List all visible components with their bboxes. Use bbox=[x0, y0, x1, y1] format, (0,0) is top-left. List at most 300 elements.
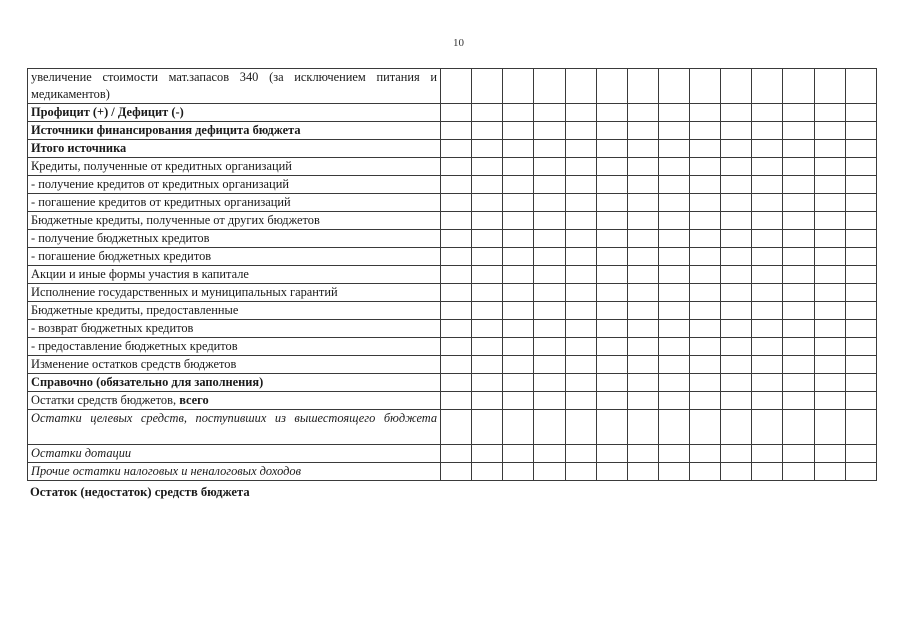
value-cell[interactable] bbox=[503, 463, 534, 481]
value-cell[interactable] bbox=[783, 212, 814, 230]
value-cell[interactable] bbox=[472, 463, 503, 481]
value-cell[interactable] bbox=[441, 392, 472, 410]
value-cell[interactable] bbox=[503, 320, 534, 338]
value-cell[interactable] bbox=[565, 69, 596, 104]
value-cell[interactable] bbox=[721, 284, 752, 302]
value-cell[interactable] bbox=[472, 248, 503, 266]
value-cell[interactable] bbox=[534, 302, 565, 320]
value-cell[interactable] bbox=[814, 266, 845, 284]
value-cell[interactable] bbox=[814, 445, 845, 463]
value-cell[interactable] bbox=[783, 158, 814, 176]
value-cell[interactable] bbox=[752, 392, 783, 410]
value-cell[interactable] bbox=[565, 463, 596, 481]
value-cell[interactable] bbox=[845, 248, 876, 266]
value-cell[interactable] bbox=[721, 122, 752, 140]
value-cell[interactable] bbox=[845, 140, 876, 158]
value-cell[interactable] bbox=[503, 302, 534, 320]
value-cell[interactable] bbox=[658, 140, 689, 158]
value-cell[interactable] bbox=[534, 212, 565, 230]
value-cell[interactable] bbox=[441, 194, 472, 212]
value-cell[interactable] bbox=[721, 392, 752, 410]
value-cell[interactable] bbox=[690, 374, 721, 392]
value-cell[interactable] bbox=[752, 338, 783, 356]
value-cell[interactable] bbox=[845, 338, 876, 356]
value-cell[interactable] bbox=[690, 284, 721, 302]
value-cell[interactable] bbox=[472, 104, 503, 122]
value-cell[interactable] bbox=[627, 356, 658, 374]
value-cell[interactable] bbox=[721, 266, 752, 284]
value-cell[interactable] bbox=[503, 104, 534, 122]
value-cell[interactable] bbox=[721, 320, 752, 338]
value-cell[interactable] bbox=[658, 392, 689, 410]
value-cell[interactable] bbox=[534, 374, 565, 392]
value-cell[interactable] bbox=[472, 266, 503, 284]
value-cell[interactable] bbox=[752, 104, 783, 122]
value-cell[interactable] bbox=[534, 104, 565, 122]
value-cell[interactable] bbox=[472, 392, 503, 410]
value-cell[interactable] bbox=[627, 176, 658, 194]
value-cell[interactable] bbox=[658, 158, 689, 176]
value-cell[interactable] bbox=[565, 122, 596, 140]
value-cell[interactable] bbox=[690, 302, 721, 320]
value-cell[interactable] bbox=[627, 140, 658, 158]
value-cell[interactable] bbox=[503, 230, 534, 248]
value-cell[interactable] bbox=[690, 176, 721, 194]
value-cell[interactable] bbox=[596, 158, 627, 176]
value-cell[interactable] bbox=[503, 248, 534, 266]
value-cell[interactable] bbox=[596, 122, 627, 140]
value-cell[interactable] bbox=[565, 374, 596, 392]
value-cell[interactable] bbox=[503, 194, 534, 212]
value-cell[interactable] bbox=[658, 302, 689, 320]
value-cell[interactable] bbox=[814, 194, 845, 212]
value-cell[interactable] bbox=[441, 212, 472, 230]
value-cell[interactable] bbox=[752, 248, 783, 266]
value-cell[interactable] bbox=[814, 104, 845, 122]
value-cell[interactable] bbox=[752, 194, 783, 212]
value-cell[interactable] bbox=[627, 320, 658, 338]
value-cell[interactable] bbox=[503, 392, 534, 410]
value-cell[interactable] bbox=[783, 104, 814, 122]
value-cell[interactable] bbox=[472, 320, 503, 338]
value-cell[interactable] bbox=[690, 266, 721, 284]
value-cell[interactable] bbox=[814, 248, 845, 266]
value-cell[interactable] bbox=[441, 356, 472, 374]
value-cell[interactable] bbox=[783, 320, 814, 338]
value-cell[interactable] bbox=[627, 302, 658, 320]
value-cell[interactable] bbox=[441, 122, 472, 140]
value-cell[interactable] bbox=[752, 445, 783, 463]
value-cell[interactable] bbox=[783, 338, 814, 356]
value-cell[interactable] bbox=[752, 176, 783, 194]
value-cell[interactable] bbox=[690, 410, 721, 445]
value-cell[interactable] bbox=[814, 320, 845, 338]
value-cell[interactable] bbox=[752, 158, 783, 176]
value-cell[interactable] bbox=[503, 284, 534, 302]
value-cell[interactable] bbox=[596, 374, 627, 392]
value-cell[interactable] bbox=[845, 104, 876, 122]
value-cell[interactable] bbox=[534, 69, 565, 104]
value-cell[interactable] bbox=[845, 410, 876, 445]
value-cell[interactable] bbox=[783, 140, 814, 158]
value-cell[interactable] bbox=[472, 69, 503, 104]
value-cell[interactable] bbox=[783, 122, 814, 140]
value-cell[interactable] bbox=[752, 284, 783, 302]
value-cell[interactable] bbox=[596, 445, 627, 463]
value-cell[interactable] bbox=[690, 248, 721, 266]
value-cell[interactable] bbox=[658, 212, 689, 230]
value-cell[interactable] bbox=[783, 266, 814, 284]
row-label: Справочно (обязательно для заполнения) bbox=[28, 374, 441, 392]
value-cell[interactable] bbox=[441, 230, 472, 248]
value-cell[interactable] bbox=[627, 338, 658, 356]
value-cell[interactable] bbox=[627, 284, 658, 302]
value-cell[interactable] bbox=[565, 410, 596, 445]
value-cell[interactable] bbox=[441, 176, 472, 194]
value-cell[interactable] bbox=[472, 122, 503, 140]
value-cell[interactable] bbox=[752, 212, 783, 230]
value-cell[interactable] bbox=[503, 212, 534, 230]
value-cell[interactable] bbox=[783, 410, 814, 445]
value-cell[interactable] bbox=[596, 69, 627, 104]
value-cell[interactable] bbox=[658, 374, 689, 392]
value-cell[interactable] bbox=[441, 69, 472, 104]
value-cell[interactable] bbox=[627, 69, 658, 104]
value-cell[interactable] bbox=[845, 284, 876, 302]
value-cell[interactable] bbox=[783, 463, 814, 481]
value-cell[interactable] bbox=[814, 374, 845, 392]
value-cell[interactable] bbox=[752, 463, 783, 481]
value-cell[interactable] bbox=[690, 356, 721, 374]
value-cell[interactable] bbox=[627, 194, 658, 212]
value-cell[interactable] bbox=[441, 463, 472, 481]
value-cell[interactable] bbox=[690, 104, 721, 122]
value-cell[interactable] bbox=[690, 463, 721, 481]
value-cell[interactable] bbox=[658, 445, 689, 463]
row-label: - получение бюджетных кредитов bbox=[28, 230, 441, 248]
value-cell[interactable] bbox=[627, 392, 658, 410]
value-cell[interactable] bbox=[814, 392, 845, 410]
value-cell[interactable] bbox=[658, 122, 689, 140]
value-cell[interactable] bbox=[690, 212, 721, 230]
value-cell[interactable] bbox=[441, 284, 472, 302]
value-cell[interactable] bbox=[690, 140, 721, 158]
value-cell[interactable] bbox=[596, 104, 627, 122]
value-cell[interactable] bbox=[721, 69, 752, 104]
value-cell[interactable] bbox=[472, 338, 503, 356]
value-cell[interactable] bbox=[596, 410, 627, 445]
value-cell[interactable] bbox=[783, 248, 814, 266]
value-cell[interactable] bbox=[721, 140, 752, 158]
value-cell[interactable] bbox=[596, 302, 627, 320]
value-cell[interactable] bbox=[721, 445, 752, 463]
value-cell[interactable] bbox=[596, 284, 627, 302]
value-cell[interactable] bbox=[845, 463, 876, 481]
value-cell[interactable] bbox=[845, 392, 876, 410]
value-cell[interactable] bbox=[845, 445, 876, 463]
value-cell[interactable] bbox=[721, 230, 752, 248]
value-cell[interactable] bbox=[814, 158, 845, 176]
value-cell[interactable] bbox=[503, 140, 534, 158]
value-cell[interactable] bbox=[441, 445, 472, 463]
value-cell[interactable] bbox=[596, 230, 627, 248]
value-cell[interactable] bbox=[565, 392, 596, 410]
value-cell[interactable] bbox=[503, 445, 534, 463]
table-row bbox=[28, 445, 877, 463]
value-cell[interactable] bbox=[534, 284, 565, 302]
value-cell[interactable] bbox=[627, 158, 658, 176]
value-cell[interactable] bbox=[690, 69, 721, 104]
value-cell[interactable] bbox=[783, 284, 814, 302]
value-cell[interactable] bbox=[472, 284, 503, 302]
value-cell[interactable] bbox=[565, 194, 596, 212]
value-cell[interactable] bbox=[690, 158, 721, 176]
value-cell[interactable] bbox=[658, 104, 689, 122]
value-cell[interactable] bbox=[565, 104, 596, 122]
value-cell[interactable] bbox=[814, 338, 845, 356]
value-cell[interactable] bbox=[814, 140, 845, 158]
value-cell[interactable] bbox=[721, 374, 752, 392]
value-cell[interactable] bbox=[721, 104, 752, 122]
value-cell[interactable] bbox=[690, 122, 721, 140]
table-row bbox=[28, 284, 877, 302]
value-cell[interactable] bbox=[690, 320, 721, 338]
value-cell[interactable] bbox=[534, 140, 565, 158]
value-cell[interactable] bbox=[534, 445, 565, 463]
value-cell[interactable] bbox=[596, 338, 627, 356]
value-cell[interactable] bbox=[783, 302, 814, 320]
value-cell[interactable] bbox=[721, 176, 752, 194]
value-cell[interactable] bbox=[534, 248, 565, 266]
value-cell[interactable] bbox=[503, 410, 534, 445]
value-cell[interactable] bbox=[441, 140, 472, 158]
value-cell[interactable] bbox=[534, 230, 565, 248]
value-cell[interactable] bbox=[596, 212, 627, 230]
value-cell[interactable] bbox=[814, 463, 845, 481]
value-cell[interactable] bbox=[472, 445, 503, 463]
value-cell[interactable] bbox=[658, 338, 689, 356]
value-cell[interactable] bbox=[596, 320, 627, 338]
value-cell[interactable] bbox=[627, 248, 658, 266]
value-cell[interactable] bbox=[845, 194, 876, 212]
value-cell[interactable] bbox=[503, 374, 534, 392]
value-cell[interactable] bbox=[441, 410, 472, 445]
value-cell[interactable] bbox=[534, 356, 565, 374]
value-cell[interactable] bbox=[845, 230, 876, 248]
value-cell[interactable] bbox=[596, 463, 627, 481]
value-cell[interactable] bbox=[752, 302, 783, 320]
value-cell[interactable] bbox=[783, 194, 814, 212]
value-cell[interactable] bbox=[472, 374, 503, 392]
value-cell[interactable] bbox=[721, 194, 752, 212]
value-cell[interactable] bbox=[596, 194, 627, 212]
value-cell[interactable] bbox=[534, 338, 565, 356]
value-cell[interactable] bbox=[627, 122, 658, 140]
value-cell[interactable] bbox=[503, 158, 534, 176]
value-cell[interactable] bbox=[845, 320, 876, 338]
value-cell[interactable] bbox=[565, 356, 596, 374]
value-cell[interactable] bbox=[658, 320, 689, 338]
value-cell[interactable] bbox=[472, 176, 503, 194]
value-cell[interactable] bbox=[441, 320, 472, 338]
value-cell[interactable] bbox=[690, 194, 721, 212]
value-cell[interactable] bbox=[845, 176, 876, 194]
value-cell[interactable] bbox=[565, 158, 596, 176]
value-cell[interactable] bbox=[752, 356, 783, 374]
value-cell[interactable] bbox=[658, 176, 689, 194]
value-cell[interactable] bbox=[783, 445, 814, 463]
value-cell[interactable] bbox=[752, 140, 783, 158]
value-cell[interactable] bbox=[752, 410, 783, 445]
value-cell[interactable] bbox=[472, 356, 503, 374]
value-cell[interactable] bbox=[845, 158, 876, 176]
value-cell[interactable] bbox=[845, 302, 876, 320]
value-cell[interactable] bbox=[596, 392, 627, 410]
value-cell[interactable] bbox=[441, 104, 472, 122]
value-cell[interactable] bbox=[596, 266, 627, 284]
value-cell[interactable] bbox=[441, 248, 472, 266]
value-cell[interactable] bbox=[627, 104, 658, 122]
value-cell[interactable] bbox=[565, 266, 596, 284]
value-cell[interactable] bbox=[627, 374, 658, 392]
value-cell[interactable] bbox=[534, 392, 565, 410]
value-cell[interactable] bbox=[472, 410, 503, 445]
value-cell[interactable] bbox=[472, 302, 503, 320]
value-cell[interactable] bbox=[814, 212, 845, 230]
value-cell[interactable] bbox=[845, 356, 876, 374]
value-cell[interactable] bbox=[783, 392, 814, 410]
value-cell[interactable] bbox=[627, 445, 658, 463]
value-cell[interactable] bbox=[565, 248, 596, 266]
value-cell[interactable] bbox=[534, 158, 565, 176]
value-cell[interactable] bbox=[534, 410, 565, 445]
value-cell[interactable] bbox=[441, 158, 472, 176]
value-cell[interactable] bbox=[845, 266, 876, 284]
value-cell[interactable] bbox=[658, 284, 689, 302]
value-cell[interactable] bbox=[845, 212, 876, 230]
value-cell[interactable] bbox=[472, 212, 503, 230]
value-cell[interactable] bbox=[565, 176, 596, 194]
value-cell[interactable] bbox=[658, 410, 689, 445]
value-cell[interactable] bbox=[752, 230, 783, 248]
value-cell[interactable] bbox=[534, 176, 565, 194]
value-cell[interactable] bbox=[814, 410, 845, 445]
value-cell[interactable] bbox=[441, 374, 472, 392]
value-cell[interactable] bbox=[721, 410, 752, 445]
value-cell[interactable] bbox=[441, 338, 472, 356]
value-cell[interactable] bbox=[565, 320, 596, 338]
value-cell[interactable] bbox=[441, 266, 472, 284]
value-cell[interactable] bbox=[783, 374, 814, 392]
value-cell[interactable] bbox=[472, 140, 503, 158]
value-cell[interactable] bbox=[845, 69, 876, 104]
value-cell[interactable] bbox=[565, 338, 596, 356]
value-cell[interactable] bbox=[783, 69, 814, 104]
row-label: Акции и иные формы участия в капитале bbox=[28, 266, 441, 284]
value-cell[interactable] bbox=[814, 122, 845, 140]
value-cell[interactable] bbox=[814, 230, 845, 248]
value-cell[interactable] bbox=[503, 338, 534, 356]
value-cell[interactable] bbox=[596, 248, 627, 266]
value-cell[interactable] bbox=[472, 194, 503, 212]
value-cell[interactable] bbox=[441, 302, 472, 320]
value-cell[interactable] bbox=[690, 338, 721, 356]
value-cell[interactable] bbox=[565, 212, 596, 230]
value-cell[interactable] bbox=[845, 122, 876, 140]
value-cell[interactable] bbox=[534, 320, 565, 338]
value-cell[interactable] bbox=[627, 230, 658, 248]
value-cell[interactable] bbox=[596, 356, 627, 374]
value-cell[interactable] bbox=[752, 122, 783, 140]
value-cell[interactable] bbox=[690, 230, 721, 248]
value-cell[interactable] bbox=[690, 392, 721, 410]
value-cell[interactable] bbox=[503, 176, 534, 194]
value-cell[interactable] bbox=[814, 302, 845, 320]
value-cell[interactable] bbox=[503, 69, 534, 104]
value-cell[interactable] bbox=[658, 463, 689, 481]
value-cell[interactable] bbox=[783, 356, 814, 374]
value-cell[interactable] bbox=[565, 230, 596, 248]
value-cell[interactable] bbox=[503, 122, 534, 140]
value-cell[interactable] bbox=[534, 266, 565, 284]
value-cell[interactable] bbox=[565, 284, 596, 302]
value-cell[interactable] bbox=[721, 463, 752, 481]
value-cell[interactable] bbox=[814, 69, 845, 104]
value-cell[interactable] bbox=[565, 302, 596, 320]
value-cell[interactable] bbox=[783, 230, 814, 248]
value-cell[interactable] bbox=[472, 230, 503, 248]
value-cell[interactable] bbox=[721, 356, 752, 374]
value-cell[interactable] bbox=[658, 266, 689, 284]
table-row bbox=[28, 158, 877, 176]
value-cell[interactable] bbox=[596, 176, 627, 194]
value-cell[interactable] bbox=[658, 194, 689, 212]
value-cell[interactable] bbox=[721, 248, 752, 266]
value-cell[interactable] bbox=[627, 463, 658, 481]
value-cell[interactable] bbox=[658, 356, 689, 374]
value-cell[interactable] bbox=[814, 284, 845, 302]
value-cell[interactable] bbox=[503, 356, 534, 374]
value-cell[interactable] bbox=[752, 374, 783, 392]
value-cell[interactable] bbox=[690, 445, 721, 463]
value-cell[interactable] bbox=[565, 140, 596, 158]
value-cell[interactable] bbox=[845, 374, 876, 392]
value-cell[interactable] bbox=[783, 176, 814, 194]
value-cell[interactable] bbox=[627, 212, 658, 230]
value-cell[interactable] bbox=[721, 158, 752, 176]
value-cell[interactable] bbox=[814, 356, 845, 374]
value-cell[interactable] bbox=[565, 445, 596, 463]
value-cell[interactable] bbox=[627, 266, 658, 284]
value-cell[interactable] bbox=[503, 266, 534, 284]
value-cell[interactable] bbox=[814, 176, 845, 194]
value-cell[interactable] bbox=[721, 338, 752, 356]
value-cell[interactable] bbox=[627, 410, 658, 445]
value-cell[interactable] bbox=[534, 463, 565, 481]
value-cell[interactable] bbox=[472, 158, 503, 176]
value-cell[interactable] bbox=[658, 248, 689, 266]
value-cell[interactable] bbox=[534, 194, 565, 212]
value-cell[interactable] bbox=[752, 69, 783, 104]
value-cell[interactable] bbox=[752, 266, 783, 284]
value-cell[interactable] bbox=[658, 69, 689, 104]
value-cell[interactable] bbox=[658, 230, 689, 248]
value-cell[interactable] bbox=[721, 302, 752, 320]
value-cell[interactable] bbox=[596, 140, 627, 158]
value-cell[interactable] bbox=[534, 122, 565, 140]
value-cell[interactable] bbox=[721, 212, 752, 230]
value-cell[interactable] bbox=[752, 320, 783, 338]
